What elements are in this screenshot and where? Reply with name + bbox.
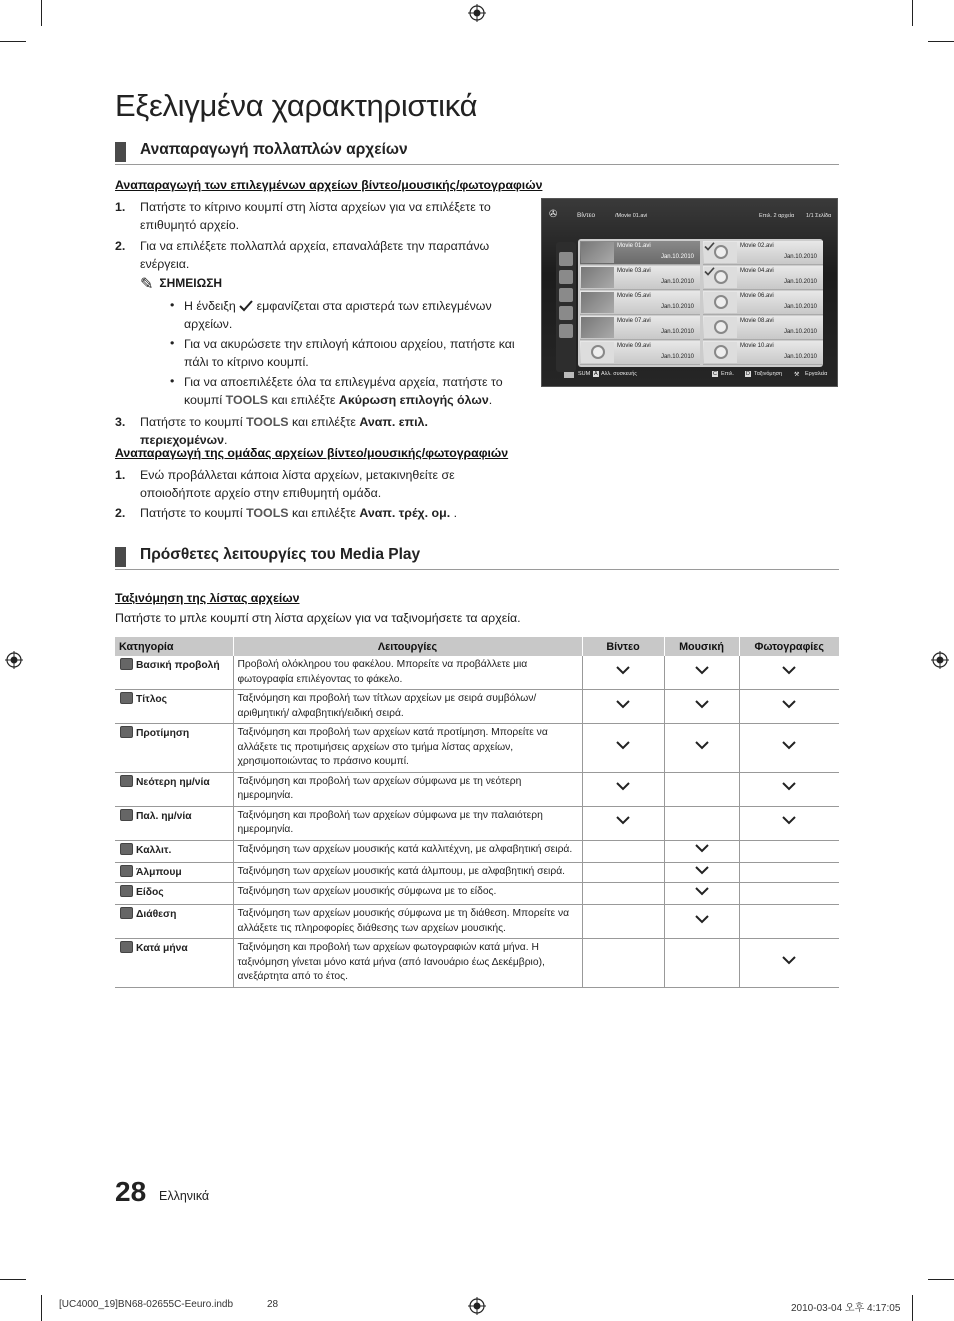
photo-cell <box>739 724 839 773</box>
step-text-b: και επιλέξτε <box>292 506 356 520</box>
music-cell <box>664 939 739 988</box>
tv-file-date: Jan.10.2010 <box>783 304 817 310</box>
video-cell <box>582 883 664 905</box>
step-text: Ενώ προβάλλεται κάποια λίστα αρχείων, μετακινηθείτε σε οποιοδήποτε αρχείο στην επιθυμητή ομάδα. <box>140 468 455 500</box>
page-language: Ελληνικά <box>159 1189 210 1203</box>
tools-key: TOOLS <box>246 506 289 520</box>
category-icon <box>120 726 133 738</box>
crop-mark <box>41 0 42 26</box>
category-icon <box>120 658 133 670</box>
registration-mark-icon <box>5 651 23 669</box>
tv-category: Βίντεο <box>577 212 596 219</box>
tv-header <box>542 199 837 231</box>
step-text-a: Πατήστε το κουμπί <box>140 415 243 429</box>
imprint-page: 28 <box>267 1299 279 1310</box>
photo-cell <box>739 939 839 988</box>
tv-device: SUM <box>578 371 591 377</box>
subsection-heading: Αναπαραγωγή των επιλεγμένων αρχείων βίντεο/μουσικής/φωτογραφιών <box>115 178 543 192</box>
checkmark-icon <box>615 698 631 710</box>
music-cell <box>664 862 739 883</box>
column-header: Βίντεο <box>582 637 664 656</box>
category-cell <box>115 772 233 806</box>
video-cell <box>582 690 664 724</box>
category-label: Βασική προβολή <box>136 660 220 671</box>
step-number: 3. <box>115 415 126 429</box>
step-text-b: και επιλέξτε <box>292 415 356 429</box>
thumbnail <box>704 292 737 313</box>
menu-option: Αναπ. τρέχ. ομ. <box>359 506 451 520</box>
tv-file-tile[interactable] <box>580 241 700 265</box>
thumbnail <box>581 342 614 363</box>
star-icon <box>559 324 573 338</box>
tv-file-name: Movie 01.avi <box>617 243 651 249</box>
note-bullet <box>170 298 515 333</box>
thumbnail <box>581 317 614 338</box>
tv-sort: Ταξινόμηση <box>754 371 783 377</box>
photo-cell <box>739 656 839 690</box>
thumbnail <box>581 267 614 288</box>
crop-mark <box>928 41 954 42</box>
bullet-dot: • <box>170 336 175 350</box>
thumbnail <box>581 292 614 313</box>
section-bar <box>115 547 126 567</box>
photo-cell <box>739 806 839 840</box>
tv-file-tile[interactable] <box>703 291 823 315</box>
tv-file-date: Jan.10.2010 <box>660 354 694 360</box>
imprint-file: [UC4000_19]BN68-02655C-Eeuro.indb <box>59 1299 234 1310</box>
tv-file-tile[interactable] <box>703 266 823 290</box>
bullet-text-a: Η ένδειξη <box>184 299 236 313</box>
usb-icon <box>564 372 574 378</box>
category-cell <box>115 656 233 690</box>
category-cell <box>115 883 233 905</box>
category-cell <box>115 806 233 840</box>
category-label: Είδος <box>136 887 164 898</box>
column-header: Κατηγορία <box>115 637 233 656</box>
step-number: 1. <box>115 200 126 214</box>
checkmark-icon <box>781 954 797 966</box>
category-cell <box>115 840 233 862</box>
note-bullet <box>170 374 515 409</box>
checkmark-icon <box>694 864 710 876</box>
film-reel-icon <box>714 320 728 334</box>
crop-mark <box>928 1279 954 1280</box>
film-reel-icon <box>714 245 728 259</box>
category-label: Νεότερη ημ/νία <box>136 776 210 788</box>
category-icon <box>120 865 133 877</box>
table-row <box>115 690 839 724</box>
category-label: Άλμπουμ <box>136 866 182 878</box>
imprint-datetime: 2010-03-04 오후 4:17:05 <box>791 1303 901 1314</box>
video-cell <box>582 656 664 690</box>
tv-change-device: Αλλ. συσκευής <box>601 371 637 377</box>
folder-icon <box>559 252 573 266</box>
step-text: Πατήστε το κίτρινο κουμπί στη λίστα αρχείων για να επιλέξετε το επιθυμητό αρχείο. <box>140 200 491 232</box>
pencil-icon: ✎ <box>140 276 154 293</box>
step-text-a: Πατήστε το κουμπί <box>140 506 243 520</box>
step-number: 1. <box>115 468 126 482</box>
film-reel-icon <box>714 270 728 284</box>
category-cell <box>115 690 233 724</box>
table-row <box>115 862 839 883</box>
video-cell <box>582 862 664 883</box>
video-cell <box>582 840 664 862</box>
step-text: Πατήστε το κουμπί TOOLS και επιλέξτε Αναπ. επιλ. περιεχομένων. <box>140 415 428 447</box>
table-row <box>115 772 839 806</box>
photo-cell <box>739 840 839 862</box>
note-bullet <box>170 336 515 371</box>
video-cell <box>582 806 664 840</box>
column-header: Μουσική <box>664 637 739 656</box>
note-label-text: ΣΗΜΕΙΩΣΗ <box>159 276 223 290</box>
video-cell <box>582 905 664 939</box>
checkmark-icon <box>615 814 631 826</box>
tv-pages: 1/1 Σελίδα <box>806 213 832 219</box>
bullet-text-b: εμφανίζεται στα αριστερά των επιλεγμένων αρχείων. <box>184 299 492 331</box>
registration-mark-icon <box>468 1297 486 1315</box>
photo-cell <box>739 690 839 724</box>
function-cell: Ταξινόμηση και προβολή των αρχείων κατά προτίμηση. Μπορείτε να αλλάξετε τις προτιμήσεις αρχείων στο τμήμα λίστας αρχείων, χρησιμοποιώντας το πράσινο κουμπί. <box>233 724 582 773</box>
tv-selected-count: Επιλ. 2 αρχεία <box>759 213 795 219</box>
checkmark-icon <box>694 885 710 897</box>
photo-cell <box>739 905 839 939</box>
checkmark-icon <box>615 739 631 751</box>
film-reel-icon <box>714 345 728 359</box>
music-cell <box>664 883 739 905</box>
tv-file-date: Jan.10.2010 <box>783 279 817 285</box>
function-cell: Ταξινόμηση των αρχείων μουσικής κατά καλλιτέχνη, με αλφαβητική σειρά. <box>233 840 582 862</box>
checkmark-icon <box>781 698 797 710</box>
tv-file-name: Movie 07.avi <box>617 318 651 324</box>
step-2 <box>115 238 515 273</box>
photo-cell <box>739 772 839 806</box>
tv-path: /Movie 01.avi <box>615 213 648 219</box>
category-icon <box>120 941 133 953</box>
category-icon <box>120 809 133 821</box>
section-heading <box>115 545 839 570</box>
title-icon <box>559 270 573 284</box>
bullet-text: Για να αποεπιλέξετε όλα τα επιλεγμένα αρχεία, πατήστε το κουμπί TOOLS και επιλέξτε Ακύρωση επιλογής όλων. <box>184 375 503 407</box>
page-number: 28 <box>115 1176 147 1207</box>
page-title: Εξελιγμένα χαρακτηριστικά <box>115 88 478 123</box>
subsection-heading: Αναπαραγωγή της ομάδας αρχείων βίντεο/μουσικής/φωτογραφιών <box>115 446 509 460</box>
calendar-icon <box>559 288 573 302</box>
category-label: Καλλιτ. <box>136 844 172 856</box>
checkmark-icon <box>704 242 715 251</box>
tv-footer <box>556 371 831 383</box>
category-label: Προτίμηση <box>136 728 190 739</box>
d-button-icon: D <box>746 371 750 377</box>
table-header-row <box>115 637 839 656</box>
tv-file-name: Movie 06.avi <box>740 293 774 299</box>
function-cell: Ταξινόμηση και προβολή των αρχείων σύμφωνα με τη νεότερη ημερομηνία. <box>233 772 582 806</box>
checkmark-icon <box>694 913 710 925</box>
film-icon: ✇ <box>549 209 558 220</box>
function-cell: Ταξινόμηση και προβολή των αρχείων φωτογραφιών κατά μήνα. Η ταξινόμηση γίνεται μόνο κατά μήνα (από Ιανουάριο έως Δεκέμβριο), ανεξάρτητα από το έτος. <box>233 939 582 988</box>
category-cell <box>115 905 233 939</box>
tv-file-date: Jan.10.2010 <box>783 254 817 260</box>
bullet-text-a: Για να αποεπιλέξετε όλα τα επιλεγμένα αρχεία, πατήστε το κουμπί <box>184 375 503 407</box>
tv-file-date: Jan.10.2010 <box>660 254 694 260</box>
step-1 <box>115 199 515 234</box>
category-label: Διάθεση <box>136 909 177 920</box>
step-number: 2. <box>115 239 126 253</box>
checkmark-icon <box>694 664 710 676</box>
bullet-text: Για να ακυρώσετε την επιλογή κάποιου αρχείου, πατήστε και πάλι το κίτρινο κουμπί. <box>184 337 515 369</box>
menu-option: Αναπ. επιλ. περιεχομένων <box>140 415 428 447</box>
checkmark-icon <box>694 698 710 710</box>
intro-text: Πατήστε το μπλε κουμπί στη λίστα αρχείων για να ταξινομήσετε τα αρχεία. <box>115 611 521 625</box>
checkmark-icon <box>704 267 715 276</box>
tv-file-name: Movie 03.avi <box>617 268 651 274</box>
music-cell <box>664 840 739 862</box>
note-label <box>140 274 222 294</box>
category-cell <box>115 939 233 988</box>
tools-icon: ⚒ <box>794 372 800 378</box>
film-reel-icon <box>714 295 728 309</box>
calendar-icon <box>559 306 573 320</box>
tv-screenshot <box>541 198 838 387</box>
tv-file-date: Jan.10.2010 <box>660 304 694 310</box>
step-2 <box>115 505 515 523</box>
tv-file-date: Jan.10.2010 <box>783 354 817 360</box>
table-row <box>115 806 839 840</box>
step-text: Για να επιλέξετε πολλαπλά αρχεία, επαναλάβετε την παραπάνω ενέργεια. <box>140 239 490 271</box>
category-label: Κατά μήνα <box>136 943 188 954</box>
table-row <box>115 724 839 773</box>
tv-file-name: Movie 05.avi <box>617 293 651 299</box>
function-cell: Ταξινόμηση των αρχείων μουσικής κατά άλμπουμ, με αλφαβητική σειρά. <box>233 862 582 883</box>
tv-file-tile[interactable] <box>580 266 700 290</box>
function-cell: Ταξινόμηση και προβολή των αρχείων σύμφωνα με την παλαιότερη ημερομηνία. <box>233 806 582 840</box>
tv-file-name: Movie 08.avi <box>740 318 774 324</box>
thumbnail <box>704 317 737 338</box>
category-cell <box>115 724 233 773</box>
tv-file-grid <box>578 239 823 367</box>
function-cell: Ταξινόμηση των αρχείων μουσικής σύμφωνα με τη διάθεση. Μπορείτε να αλλάξετε τις πληροφορίες διάθεσης των αρχείων μουσικής. <box>233 905 582 939</box>
c-button-icon: C <box>713 371 717 377</box>
tv-file-name: Movie 10.avi <box>740 343 774 349</box>
step-1 <box>115 467 520 502</box>
music-cell <box>664 690 739 724</box>
table-row <box>115 656 839 690</box>
checkmark-icon <box>615 664 631 676</box>
tv-file-tile[interactable] <box>580 291 700 315</box>
step-text: Πατήστε το κουμπί TOOLS και επιλέξτε Αναπ. τρέχ. ομ. . <box>140 506 458 520</box>
category-icon <box>120 907 133 919</box>
thumbnail <box>581 242 614 263</box>
tv-file-name: Movie 04.avi <box>740 268 774 274</box>
a-button-icon: A <box>594 371 598 377</box>
table-row <box>115 939 839 988</box>
checkmark-icon <box>239 300 253 312</box>
photo-cell <box>739 883 839 905</box>
tv-file-date: Jan.10.2010 <box>660 279 694 285</box>
tv-file-date: Jan.10.2010 <box>783 329 817 335</box>
music-cell <box>664 656 739 690</box>
thumbnail <box>704 342 737 363</box>
column-header: Φωτογραφίες <box>739 637 839 656</box>
table-row <box>115 905 839 939</box>
tv-file-tile[interactable] <box>703 241 823 265</box>
section-title: Αναπαραγωγή πολλαπλών αρχείων <box>140 141 408 158</box>
crop-mark <box>0 1279 26 1280</box>
tv-file-tile[interactable] <box>703 341 823 365</box>
step-3 <box>115 414 515 449</box>
video-cell <box>582 939 664 988</box>
video-cell <box>582 724 664 773</box>
tv-tools: Εργαλεία <box>805 371 828 377</box>
checkmark-icon <box>615 780 631 792</box>
tv-file-name: Movie 02.avi <box>740 243 774 249</box>
crop-mark <box>912 1295 913 1321</box>
tv-select: Επιλ. <box>721 371 734 377</box>
function-cell: Προβολή ολόκληρου του φακέλου. Μπορείτε να προβάλλετε μια φωτογραφία επιλέγοντας το φάκελο. <box>233 656 582 690</box>
bullet-text-b: και επιλέξτε <box>271 392 336 407</box>
film-reel-icon <box>591 345 605 359</box>
music-cell <box>664 724 739 773</box>
category-icon <box>120 775 133 787</box>
category-icon <box>120 885 133 897</box>
registration-mark-icon <box>468 4 486 22</box>
tv-file-name: Movie 09.avi <box>617 343 651 349</box>
music-cell <box>664 806 739 840</box>
subsection-heading: Ταξινόμηση της λίστας αρχείων <box>115 591 300 605</box>
tools-key: TOOLS <box>246 415 289 429</box>
bullet-text <box>184 298 515 333</box>
video-cell <box>582 772 664 806</box>
photo-cell <box>739 862 839 883</box>
tv-file-tile[interactable] <box>703 316 823 340</box>
category-label: Τίτλος <box>136 694 167 705</box>
crop-mark <box>912 0 913 26</box>
section-heading <box>115 140 839 165</box>
section-title: Πρόσθετες λειτουργίες του Media Play <box>140 546 421 563</box>
tv-file-date: Jan.10.2010 <box>660 329 694 335</box>
checkmark-icon <box>781 780 797 792</box>
category-cell <box>115 862 233 883</box>
category-icon <box>120 843 133 855</box>
bullet-dot: • <box>170 298 175 312</box>
tv-file-tile[interactable] <box>580 316 700 340</box>
section-bar <box>115 142 126 162</box>
crop-mark <box>41 1295 42 1321</box>
column-header: Λειτουργίες <box>233 637 582 656</box>
tools-key: TOOLS <box>225 392 269 407</box>
category-label: Παλ. ημ/νία <box>136 810 192 822</box>
crop-mark <box>0 41 26 42</box>
checkmark-icon <box>694 842 710 854</box>
checkmark-icon <box>781 814 797 826</box>
step-number: 2. <box>115 506 126 520</box>
sort-table <box>115 637 839 988</box>
table-row <box>115 840 839 862</box>
bullet-dot: • <box>170 374 175 388</box>
music-cell <box>664 772 739 806</box>
category-icon <box>120 692 133 704</box>
registration-mark-icon <box>931 651 949 669</box>
music-cell <box>664 905 739 939</box>
tv-file-tile[interactable] <box>580 341 700 365</box>
function-cell: Ταξινόμηση των αρχείων μουσικής σύμφωνα με το είδος. <box>233 883 582 905</box>
table-row <box>115 883 839 905</box>
checkmark-icon <box>694 739 710 751</box>
checkmark-icon <box>781 739 797 751</box>
menu-option: Ακύρωση επιλογής όλων <box>338 392 489 407</box>
checkmark-icon <box>781 664 797 676</box>
function-cell: Ταξινόμηση και προβολή των τίτλων αρχείων με σειρά συμβόλων/αριθμητική/ αλφαβητική/ειδική σειρά. <box>233 690 582 724</box>
